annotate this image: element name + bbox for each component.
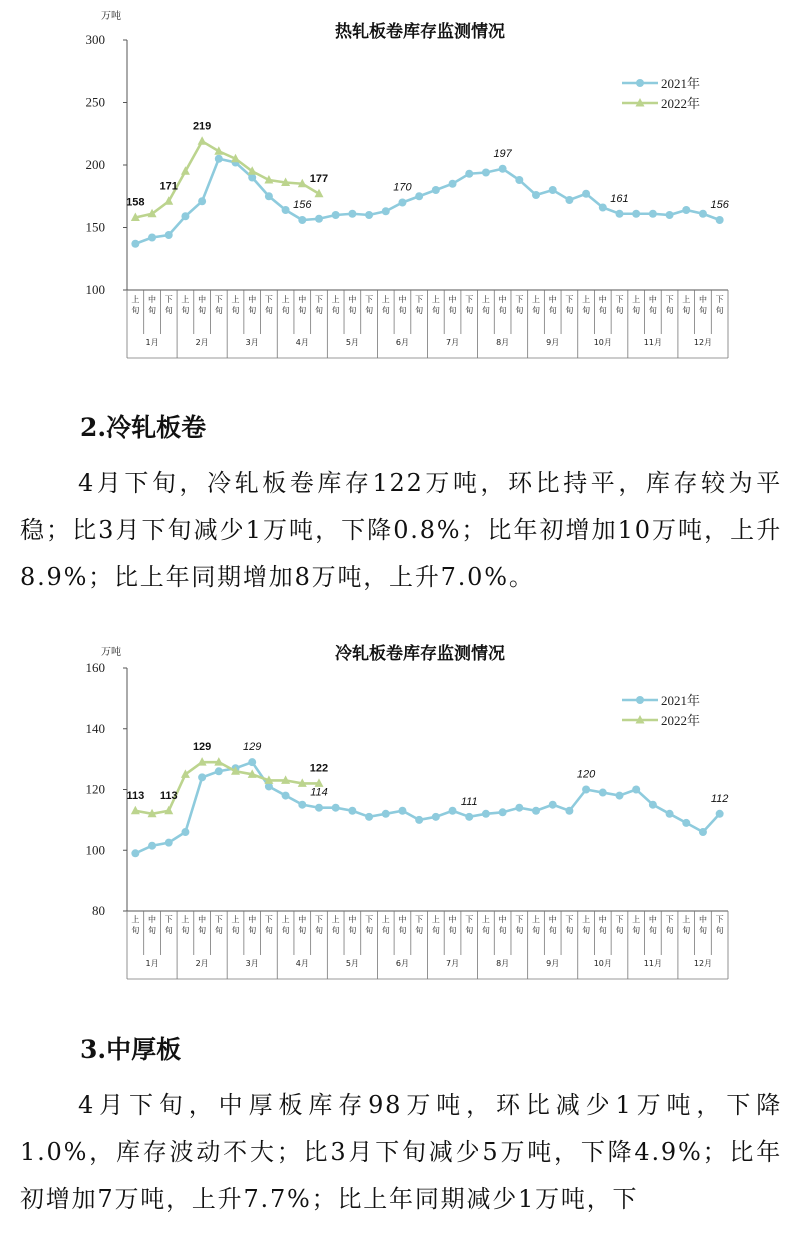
data-point (348, 210, 356, 218)
x-sub-label-bottom: 旬 (698, 306, 707, 315)
data-point (248, 758, 256, 766)
data-point (549, 801, 557, 809)
data-point (565, 196, 573, 204)
y-tick-label: 200 (85, 157, 105, 172)
x-sub-label-top: 下 (365, 295, 374, 304)
data-point (198, 773, 206, 781)
x-sub-label-bottom: 旬 (665, 926, 674, 935)
x-sub-label-bottom: 旬 (615, 306, 624, 315)
x-sub-label-top: 中 (348, 915, 357, 924)
x-sub-label-bottom: 旬 (148, 306, 157, 315)
x-month-label: 10月 (593, 959, 612, 968)
legend-label: 2021年 (661, 693, 701, 708)
series-line-2021年 (135, 159, 719, 244)
x-sub-label-bottom: 旬 (598, 926, 607, 935)
x-sub-label-top: 上 (181, 915, 190, 924)
x-sub-label-top: 中 (398, 295, 407, 304)
data-point (365, 211, 373, 219)
y-tick-label: 300 (85, 32, 105, 47)
x-sub-label-top: 下 (164, 915, 173, 924)
x-sub-label-bottom: 旬 (648, 306, 657, 315)
x-sub-label-bottom: 旬 (264, 926, 273, 935)
data-label: 120 (576, 768, 596, 781)
series-line-2021年 (135, 762, 719, 853)
x-sub-label-top: 上 (481, 915, 490, 924)
data-point (699, 828, 707, 836)
data-label: 161 (610, 192, 629, 205)
data-point (415, 816, 423, 824)
data-point (565, 807, 573, 815)
x-month-label: 6月 (395, 338, 410, 347)
data-point (615, 210, 623, 218)
y-tick-label: 100 (85, 282, 105, 297)
x-sub-label-top: 上 (381, 915, 390, 924)
x-sub-label-bottom: 旬 (515, 926, 524, 935)
x-sub-label-bottom: 旬 (565, 926, 574, 935)
x-sub-label-bottom: 旬 (481, 926, 490, 935)
x-sub-label-bottom: 旬 (448, 926, 457, 935)
x-sub-label-bottom: 旬 (131, 926, 140, 935)
y-tick-label: 250 (85, 94, 105, 110)
x-sub-label-top: 上 (231, 915, 240, 924)
x-sub-label-top: 中 (448, 295, 457, 304)
data-point (382, 810, 390, 818)
y-tick-label: 140 (85, 720, 105, 736)
data-point (432, 813, 440, 821)
x-sub-label-top: 下 (365, 915, 374, 924)
data-point (365, 813, 373, 821)
data-point (131, 806, 140, 815)
x-sub-label-top: 下 (465, 295, 474, 304)
data-point (165, 231, 173, 239)
x-sub-label-bottom: 旬 (198, 926, 207, 935)
hot-rolled-chart (0, 0, 800, 370)
data-point (181, 828, 189, 836)
x-sub-label-bottom: 旬 (682, 306, 691, 315)
x-month-label: 5月 (345, 959, 359, 968)
x-sub-label-bottom: 旬 (698, 926, 707, 935)
data-point (515, 176, 523, 184)
x-sub-label-top: 中 (298, 295, 307, 304)
x-sub-label-top: 上 (582, 915, 591, 924)
data-point (499, 808, 507, 816)
x-month-label: 6月 (395, 959, 410, 968)
x-sub-label-top: 中 (348, 295, 357, 304)
x-sub-label-bottom: 旬 (331, 926, 340, 935)
x-sub-label-top: 下 (615, 915, 624, 924)
x-sub-label-top: 下 (415, 295, 424, 304)
x-month-label: 3月 (245, 959, 259, 968)
x-month-label: 8月 (496, 338, 510, 347)
x-sub-label-top: 中 (198, 915, 207, 924)
x-sub-label-top: 下 (415, 915, 424, 924)
data-label: 113 (159, 789, 178, 802)
x-sub-label-top: 下 (214, 915, 223, 924)
x-sub-label-bottom: 旬 (615, 926, 624, 935)
x-sub-label-bottom: 旬 (314, 306, 323, 315)
x-sub-label-top: 上 (682, 295, 691, 304)
x-sub-label-bottom: 旬 (331, 306, 340, 315)
data-point (282, 206, 290, 214)
section-paragraph-cold-rolled: 4月下旬，冷轧板卷库存122万吨，环比持平，库存较为平稳；比3月下旬减少1万吨，下降0.8%；比年初增加10万吨，上升8.9%；比上年同期增加8万吨，上升7.0%。 (20, 469, 782, 591)
x-sub-label-bottom: 旬 (431, 926, 440, 935)
data-point (532, 807, 540, 815)
cold-rolled-chart (0, 630, 800, 990)
section-paragraph-plate: 4月下旬，中厚板库存98万吨，环比减少1万吨，下降1.0%，库存波动不大；比3月下旬减少5万吨，下降4.9%；比年初增加7万吨，上升7.7%；比上年同期减少1万吨，下 (20, 1091, 782, 1213)
x-sub-label-top: 中 (498, 915, 507, 924)
x-month-label: 3月 (245, 338, 259, 347)
x-sub-label-bottom: 旬 (548, 306, 557, 315)
x-sub-label-bottom: 旬 (532, 926, 541, 935)
data-label: 111 (460, 795, 478, 808)
data-point (315, 215, 323, 223)
legend-label: 2022年 (661, 713, 701, 728)
x-sub-label-top: 下 (314, 915, 323, 924)
data-point (582, 190, 590, 198)
data-point (482, 169, 490, 177)
data-point (131, 240, 139, 248)
x-sub-label-top: 下 (214, 295, 223, 304)
chart-title: 热轧板卷库存监测情况 (335, 22, 505, 42)
legend-marker (636, 696, 644, 704)
x-month-label: 7月 (445, 959, 460, 968)
x-sub-label-top: 中 (648, 295, 657, 304)
data-point (682, 819, 690, 827)
x-sub-label-bottom: 旬 (715, 306, 724, 315)
data-point (148, 842, 156, 850)
x-sub-label-top: 上 (331, 295, 340, 304)
data-point (298, 801, 306, 809)
x-sub-label-top: 中 (148, 295, 157, 304)
data-label: 156 (293, 199, 312, 211)
data-point (482, 810, 490, 818)
y-tick-label: 100 (85, 842, 105, 858)
y-axis-unit-label: 万吨 (101, 647, 121, 658)
x-sub-label-bottom: 旬 (465, 926, 474, 935)
x-sub-label-bottom: 旬 (181, 926, 190, 935)
data-point (465, 813, 473, 821)
x-sub-label-bottom: 旬 (214, 926, 223, 935)
data-label: 197 (493, 147, 512, 160)
data-point (198, 197, 206, 205)
data-point (582, 786, 590, 794)
x-sub-label-top: 上 (131, 915, 140, 924)
x-sub-label-bottom: 旬 (248, 306, 257, 315)
x-sub-label-bottom: 旬 (431, 306, 440, 315)
x-sub-label-top: 中 (648, 915, 657, 924)
legend-label: 2021年 (661, 76, 701, 91)
data-point (716, 216, 724, 224)
x-sub-label-top: 中 (198, 295, 207, 304)
x-sub-label-top: 中 (298, 915, 307, 924)
x-sub-label-bottom: 旬 (548, 926, 557, 935)
data-point (164, 806, 173, 815)
data-point (432, 186, 440, 194)
data-point (549, 186, 557, 194)
x-month-label: 10月 (593, 338, 612, 347)
x-sub-label-top: 上 (431, 295, 440, 304)
x-month-label: 11月 (643, 959, 662, 968)
x-month-label: 4月 (295, 959, 309, 968)
x-sub-label-top: 中 (498, 295, 507, 304)
data-label: 114 (310, 786, 328, 799)
x-sub-label-bottom: 旬 (415, 306, 424, 315)
x-sub-label-top: 上 (532, 915, 541, 924)
data-point (632, 210, 640, 218)
y-tick-label: 120 (85, 781, 105, 797)
data-point (131, 849, 139, 857)
data-point (716, 810, 724, 818)
hot-rolled-chart-svg (0, 0, 800, 370)
data-label: 170 (393, 181, 412, 194)
x-sub-label-top: 中 (598, 915, 607, 924)
data-point (599, 204, 607, 212)
data-point (215, 767, 223, 775)
data-label: 112 (710, 792, 729, 805)
data-point (282, 792, 290, 800)
data-point (148, 234, 156, 242)
data-point (265, 192, 273, 200)
x-month-label: 7月 (445, 338, 460, 347)
x-sub-label-bottom: 旬 (131, 306, 140, 315)
data-point (348, 807, 356, 815)
x-sub-label-top: 中 (148, 915, 157, 924)
x-sub-label-bottom: 旬 (665, 306, 674, 315)
section-heading-cold-rolled: 2.冷轧板卷 (80, 413, 207, 442)
x-month-label: 11月 (643, 338, 662, 347)
x-month-label: 4月 (295, 338, 309, 347)
data-point (165, 839, 173, 847)
cold-rolled-chart-svg (0, 630, 800, 990)
x-month-label: 8月 (496, 959, 510, 968)
data-point (398, 199, 406, 207)
x-sub-label-bottom: 旬 (582, 306, 591, 315)
x-sub-label-bottom: 旬 (164, 306, 173, 315)
x-sub-label-bottom: 旬 (715, 926, 724, 935)
x-sub-label-top: 下 (715, 915, 724, 924)
data-label: 219 (192, 120, 212, 133)
x-sub-label-bottom: 旬 (582, 926, 591, 935)
x-sub-label-top: 上 (281, 915, 290, 924)
legend-marker (636, 79, 644, 87)
legend-label: 2022年 (661, 96, 701, 111)
x-sub-label-top: 下 (665, 915, 674, 924)
data-label: 129 (192, 741, 212, 754)
x-sub-label-top: 下 (615, 295, 624, 304)
x-sub-label-bottom: 旬 (248, 926, 257, 935)
x-sub-label-top: 下 (465, 915, 474, 924)
x-month-label: 2月 (195, 338, 209, 347)
x-sub-label-top: 上 (181, 295, 190, 304)
data-point (682, 206, 690, 214)
x-month-label: 1月 (145, 959, 159, 968)
x-sub-label-top: 中 (398, 915, 407, 924)
x-sub-label-top: 上 (481, 295, 490, 304)
data-label: 158 (126, 196, 145, 209)
x-sub-label-top: 中 (548, 295, 557, 304)
x-sub-label-bottom: 旬 (198, 306, 207, 315)
x-sub-label-bottom: 旬 (281, 306, 290, 315)
x-sub-label-top: 中 (448, 915, 457, 924)
data-point (699, 210, 707, 218)
y-axis-unit-label: 万吨 (101, 11, 121, 22)
x-sub-label-top: 下 (565, 295, 574, 304)
data-point (499, 165, 507, 173)
x-sub-label-bottom: 旬 (231, 306, 240, 315)
x-sub-label-top: 下 (515, 295, 524, 304)
data-point (465, 170, 473, 178)
data-label: 122 (309, 762, 329, 775)
data-point (515, 804, 523, 812)
x-sub-label-top: 上 (231, 295, 240, 304)
chart-title: 冷轧板卷库存监测情况 (335, 644, 505, 664)
x-sub-label-bottom: 旬 (348, 306, 357, 315)
x-month-label: 1月 (145, 338, 159, 347)
x-sub-label-bottom: 旬 (415, 926, 424, 935)
x-sub-label-bottom: 旬 (398, 926, 407, 935)
x-sub-label-top: 中 (698, 915, 707, 924)
data-point (615, 792, 623, 800)
x-sub-label-bottom: 旬 (348, 926, 357, 935)
data-point (666, 211, 674, 219)
x-sub-label-top: 下 (715, 295, 724, 304)
y-tick-label: 80 (92, 903, 105, 918)
x-month-label: 5月 (345, 338, 359, 347)
x-sub-label-top: 上 (632, 915, 641, 924)
data-label: 171 (159, 180, 178, 193)
data-point (449, 807, 457, 815)
x-sub-label-bottom: 旬 (515, 306, 524, 315)
y-tick-label: 160 (85, 660, 105, 675)
data-point (599, 789, 607, 797)
x-sub-label-bottom: 旬 (598, 306, 607, 315)
x-sub-label-top: 中 (248, 295, 257, 304)
x-month-label: 12月 (693, 959, 713, 968)
x-sub-label-top: 上 (682, 915, 691, 924)
data-point (382, 207, 390, 215)
x-sub-label-bottom: 旬 (481, 306, 490, 315)
data-point (532, 191, 540, 199)
x-sub-label-bottom: 旬 (565, 306, 574, 315)
x-sub-label-top: 下 (665, 295, 674, 304)
data-point (632, 786, 640, 794)
x-sub-label-top: 上 (131, 295, 140, 304)
data-label: 129 (243, 741, 262, 754)
x-sub-label-bottom: 旬 (264, 306, 273, 315)
x-sub-label-top: 中 (698, 295, 707, 304)
x-sub-label-top: 上 (582, 295, 591, 304)
x-sub-label-top: 下 (515, 915, 524, 924)
x-sub-label-bottom: 旬 (498, 306, 507, 315)
data-point (315, 804, 323, 812)
section-heading-plate: 3.中厚板 (80, 1035, 182, 1064)
x-sub-label-top: 上 (431, 915, 440, 924)
x-sub-label-bottom: 旬 (314, 926, 323, 935)
x-month-label: 12月 (693, 338, 713, 347)
x-sub-label-bottom: 旬 (298, 926, 307, 935)
x-month-label: 9月 (546, 959, 560, 968)
x-sub-label-bottom: 旬 (148, 926, 157, 935)
x-sub-label-bottom: 旬 (682, 926, 691, 935)
data-point (181, 212, 189, 220)
x-sub-label-top: 中 (248, 915, 257, 924)
data-point (332, 804, 340, 812)
x-sub-label-bottom: 旬 (632, 306, 641, 315)
x-sub-label-top: 中 (598, 295, 607, 304)
x-sub-label-bottom: 旬 (632, 926, 641, 935)
x-sub-label-bottom: 旬 (398, 306, 407, 315)
x-sub-label-bottom: 旬 (298, 306, 307, 315)
data-point (649, 801, 657, 809)
data-point (415, 192, 423, 200)
x-sub-label-top: 上 (331, 915, 340, 924)
data-label: 113 (126, 789, 145, 802)
x-sub-label-top: 上 (281, 295, 290, 304)
data-point (398, 807, 406, 815)
x-sub-label-top: 下 (264, 915, 273, 924)
data-point (298, 216, 306, 224)
x-sub-label-bottom: 旬 (381, 306, 390, 315)
x-sub-label-bottom: 旬 (365, 306, 374, 315)
x-sub-label-top: 下 (264, 295, 273, 304)
x-sub-label-bottom: 旬 (648, 926, 657, 935)
x-month-label: 9月 (546, 338, 560, 347)
x-sub-label-bottom: 旬 (465, 306, 474, 315)
data-point (666, 810, 674, 818)
x-sub-label-bottom: 旬 (532, 306, 541, 315)
x-sub-label-bottom: 旬 (365, 926, 374, 935)
data-point (649, 210, 657, 218)
x-sub-label-top: 下 (565, 915, 574, 924)
data-label: 156 (710, 199, 729, 211)
x-sub-label-bottom: 旬 (231, 926, 240, 935)
x-sub-label-top: 上 (632, 295, 641, 304)
x-sub-label-top: 上 (381, 295, 390, 304)
data-point (198, 136, 207, 145)
x-sub-label-top: 下 (164, 295, 173, 304)
x-sub-label-top: 下 (314, 295, 323, 304)
x-sub-label-bottom: 旬 (381, 926, 390, 935)
x-month-label: 2月 (195, 959, 209, 968)
x-sub-label-bottom: 旬 (448, 306, 457, 315)
x-sub-label-bottom: 旬 (181, 306, 190, 315)
data-point (215, 155, 223, 163)
data-label: 177 (309, 172, 329, 185)
x-sub-label-bottom: 旬 (214, 306, 223, 315)
x-sub-label-top: 中 (548, 915, 557, 924)
x-sub-label-bottom: 旬 (281, 926, 290, 935)
data-point (449, 180, 457, 188)
x-sub-label-bottom: 旬 (498, 926, 507, 935)
x-sub-label-top: 上 (532, 295, 541, 304)
data-point (332, 211, 340, 219)
x-sub-label-bottom: 旬 (164, 926, 173, 935)
y-tick-label: 150 (85, 219, 105, 235)
